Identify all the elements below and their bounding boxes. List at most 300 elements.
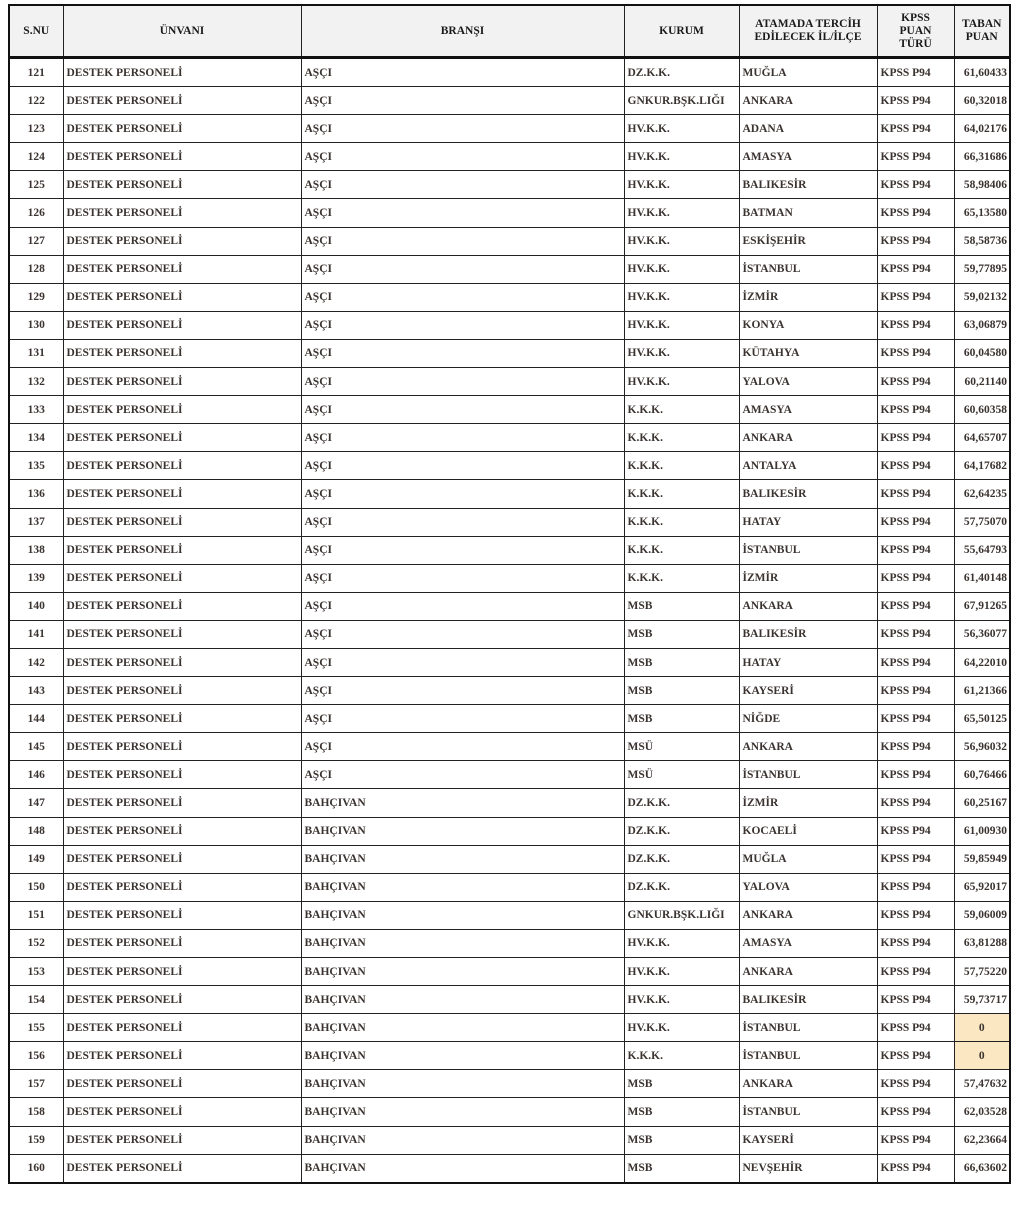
- cell-unvani: DESTEK PERSONELİ: [63, 648, 301, 676]
- cell-taban-puan: 60,25167: [954, 789, 1010, 817]
- cell-snu: 144: [9, 705, 63, 733]
- cell-taban-puan: 56,96032: [954, 733, 1010, 761]
- cell-kpss-puan-turu: KPSS P94: [877, 227, 954, 255]
- cell-snu: 146: [9, 761, 63, 789]
- cell-kpss-puan-turu: KPSS P94: [877, 592, 954, 620]
- cell-taban-puan: 62,64235: [954, 480, 1010, 508]
- table-row: [9, 1042, 1010, 1070]
- cell-kurum: K.K.K.: [624, 508, 739, 536]
- cell-kurum: MSB: [624, 677, 739, 705]
- cell-bransi: BAHÇIVAN: [301, 1154, 624, 1183]
- cell-bransi: AŞÇI: [301, 199, 624, 227]
- cell-taban-puan: 65,92017: [954, 873, 1010, 901]
- cell-unvani: DESTEK PERSONELİ: [63, 901, 301, 929]
- cell-unvani: DESTEK PERSONELİ: [63, 817, 301, 845]
- cell-kurum: HV.K.K.: [624, 339, 739, 367]
- cell-unvani: DESTEK PERSONELİ: [63, 1014, 301, 1042]
- cell-kpss-puan-turu: KPSS P94: [877, 761, 954, 789]
- cell-taban-puan: 62,23664: [954, 1126, 1010, 1154]
- cell-il: ESKİŞEHİR: [739, 227, 877, 255]
- cell-kurum: K.K.K.: [624, 396, 739, 424]
- cell-snu: 142: [9, 648, 63, 676]
- cell-bransi: AŞÇI: [301, 480, 624, 508]
- cell-taban-puan: 61,60433: [954, 58, 1010, 87]
- cell-kpss-puan-turu: KPSS P94: [877, 1070, 954, 1098]
- cell-kurum: MSÜ: [624, 761, 739, 789]
- cell-snu: 153: [9, 958, 63, 986]
- cell-kurum: HV.K.K.: [624, 199, 739, 227]
- cell-unvani: DESTEK PERSONELİ: [63, 1154, 301, 1183]
- cell-taban-puan: 0: [954, 1014, 1010, 1042]
- cell-kpss-puan-turu: KPSS P94: [877, 1042, 954, 1070]
- cell-il: BALIKESİR: [739, 620, 877, 648]
- cell-bransi: BAHÇIVAN: [301, 1098, 624, 1126]
- cell-il: YALOVA: [739, 368, 877, 396]
- cell-bransi: BAHÇIVAN: [301, 1014, 624, 1042]
- table-row: [9, 396, 1010, 424]
- cell-il: İSTANBUL: [739, 536, 877, 564]
- cell-bransi: AŞÇI: [301, 677, 624, 705]
- cell-unvani: DESTEK PERSONELİ: [63, 480, 301, 508]
- cell-unvani: DESTEK PERSONELİ: [63, 564, 301, 592]
- table-row: [9, 929, 1010, 957]
- cell-kpss-puan-turu: KPSS P94: [877, 705, 954, 733]
- cell-il: ANKARA: [739, 592, 877, 620]
- cell-kpss-puan-turu: KPSS P94: [877, 564, 954, 592]
- table-row: [9, 1014, 1010, 1042]
- cell-snu: 147: [9, 789, 63, 817]
- cell-il: ANKARA: [739, 87, 877, 115]
- cell-unvani: DESTEK PERSONELİ: [63, 1126, 301, 1154]
- cell-il: İZMİR: [739, 283, 877, 311]
- cell-il: İSTANBUL: [739, 1098, 877, 1126]
- cell-kpss-puan-turu: KPSS P94: [877, 817, 954, 845]
- cell-kpss-puan-turu: KPSS P94: [877, 283, 954, 311]
- cell-kpss-puan-turu: KPSS P94: [877, 480, 954, 508]
- cell-kurum: DZ.K.K.: [624, 817, 739, 845]
- cell-kurum: K.K.K.: [624, 452, 739, 480]
- cell-kurum: MSB: [624, 1126, 739, 1154]
- cell-snu: 133: [9, 396, 63, 424]
- cell-il: ADANA: [739, 115, 877, 143]
- cell-snu: 130: [9, 311, 63, 339]
- cell-snu: 121: [9, 58, 63, 87]
- cell-unvani: DESTEK PERSONELİ: [63, 339, 301, 367]
- header-il: ATAMADA TERCİH EDİLECEK İL/İLÇE: [739, 5, 877, 58]
- cell-snu: 131: [9, 339, 63, 367]
- cell-kurum: MSB: [624, 1154, 739, 1183]
- cell-snu: 128: [9, 255, 63, 283]
- cell-taban-puan: 57,75220: [954, 958, 1010, 986]
- cell-taban-puan: 59,02132: [954, 283, 1010, 311]
- cell-bransi: AŞÇI: [301, 705, 624, 733]
- cell-bransi: AŞÇI: [301, 283, 624, 311]
- cell-unvani: DESTEK PERSONELİ: [63, 761, 301, 789]
- cell-bransi: BAHÇIVAN: [301, 1042, 624, 1070]
- table-row: [9, 789, 1010, 817]
- table-row: [9, 452, 1010, 480]
- cell-kurum: HV.K.K.: [624, 255, 739, 283]
- cell-unvani: DESTEK PERSONELİ: [63, 227, 301, 255]
- cell-kurum: HV.K.K.: [624, 283, 739, 311]
- cell-kpss-puan-turu: KPSS P94: [877, 311, 954, 339]
- cell-il: İSTANBUL: [739, 255, 877, 283]
- cell-snu: 157: [9, 1070, 63, 1098]
- cell-unvani: DESTEK PERSONELİ: [63, 958, 301, 986]
- cell-il: ANKARA: [739, 424, 877, 452]
- cell-unvani: DESTEK PERSONELİ: [63, 986, 301, 1014]
- cell-unvani: DESTEK PERSONELİ: [63, 171, 301, 199]
- cell-snu: 123: [9, 115, 63, 143]
- table-row: [9, 508, 1010, 536]
- cell-kurum: HV.K.K.: [624, 311, 739, 339]
- cell-taban-puan: 65,50125: [954, 705, 1010, 733]
- cell-snu: 143: [9, 677, 63, 705]
- cell-snu: 141: [9, 620, 63, 648]
- cell-kpss-puan-turu: KPSS P94: [877, 648, 954, 676]
- cell-bransi: BAHÇIVAN: [301, 817, 624, 845]
- cell-kpss-puan-turu: KPSS P94: [877, 115, 954, 143]
- cell-il: HATAY: [739, 508, 877, 536]
- table-row: [9, 1126, 1010, 1154]
- cell-taban-puan: 55,64793: [954, 536, 1010, 564]
- cell-il: AMASYA: [739, 929, 877, 957]
- table-row: [9, 311, 1010, 339]
- cell-snu: 134: [9, 424, 63, 452]
- cell-il: İZMİR: [739, 564, 877, 592]
- cell-taban-puan: 63,06879: [954, 311, 1010, 339]
- cell-bransi: BAHÇIVAN: [301, 929, 624, 957]
- cell-kpss-puan-turu: KPSS P94: [877, 986, 954, 1014]
- cell-kurum: HV.K.K.: [624, 1014, 739, 1042]
- cell-unvani: DESTEK PERSONELİ: [63, 1042, 301, 1070]
- cell-bransi: AŞÇI: [301, 87, 624, 115]
- cell-il: AMASYA: [739, 396, 877, 424]
- cell-snu: 148: [9, 817, 63, 845]
- cell-il: ANKARA: [739, 733, 877, 761]
- table-row: [9, 227, 1010, 255]
- cell-il: NİĞDE: [739, 705, 877, 733]
- cell-snu: 159: [9, 1126, 63, 1154]
- cell-bransi: BAHÇIVAN: [301, 1070, 624, 1098]
- cell-snu: 145: [9, 733, 63, 761]
- table-row: [9, 115, 1010, 143]
- cell-snu: 140: [9, 592, 63, 620]
- cell-bransi: AŞÇI: [301, 58, 624, 87]
- cell-bransi: AŞÇI: [301, 733, 624, 761]
- cell-kpss-puan-turu: KPSS P94: [877, 620, 954, 648]
- cell-kurum: MSÜ: [624, 733, 739, 761]
- cell-kurum: DZ.K.K.: [624, 873, 739, 901]
- cell-kurum: MSB: [624, 1070, 739, 1098]
- placement-table: [8, 4, 1011, 1184]
- cell-il: MUĞLA: [739, 845, 877, 873]
- cell-unvani: DESTEK PERSONELİ: [63, 508, 301, 536]
- cell-unvani: DESTEK PERSONELİ: [63, 255, 301, 283]
- document-page: [8, 4, 1009, 1184]
- header-unvani: ÜNVANI: [63, 5, 301, 58]
- cell-snu: 156: [9, 1042, 63, 1070]
- cell-il: ANTALYA: [739, 452, 877, 480]
- cell-kpss-puan-turu: KPSS P94: [877, 845, 954, 873]
- cell-unvani: DESTEK PERSONELİ: [63, 87, 301, 115]
- table-row: [9, 845, 1010, 873]
- cell-bransi: BAHÇIVAN: [301, 845, 624, 873]
- cell-kpss-puan-turu: KPSS P94: [877, 424, 954, 452]
- cell-kpss-puan-turu: KPSS P94: [877, 901, 954, 929]
- cell-kurum: K.K.K.: [624, 480, 739, 508]
- cell-taban-puan: 57,47632: [954, 1070, 1010, 1098]
- cell-il: MUĞLA: [739, 58, 877, 87]
- cell-kurum: MSB: [624, 648, 739, 676]
- cell-unvani: DESTEK PERSONELİ: [63, 845, 301, 873]
- cell-bransi: BAHÇIVAN: [301, 789, 624, 817]
- cell-il: KAYSERİ: [739, 1126, 877, 1154]
- cell-bransi: AŞÇI: [301, 143, 624, 171]
- cell-unvani: DESTEK PERSONELİ: [63, 1070, 301, 1098]
- cell-bransi: AŞÇI: [301, 368, 624, 396]
- cell-bransi: AŞÇI: [301, 171, 624, 199]
- table-row: [9, 536, 1010, 564]
- cell-il: KONYA: [739, 311, 877, 339]
- cell-taban-puan: 60,76466: [954, 761, 1010, 789]
- cell-snu: 122: [9, 87, 63, 115]
- table-row: [9, 143, 1010, 171]
- cell-snu: 149: [9, 845, 63, 873]
- cell-taban-puan: 66,63602: [954, 1154, 1010, 1183]
- table-row: [9, 58, 1010, 87]
- table-row: [9, 592, 1010, 620]
- cell-kpss-puan-turu: KPSS P94: [877, 873, 954, 901]
- cell-unvani: DESTEK PERSONELİ: [63, 789, 301, 817]
- cell-il: BATMAN: [739, 199, 877, 227]
- table-row: [9, 677, 1010, 705]
- header-kpss-puan-turu: KPSS PUAN TÜRÜ: [877, 5, 954, 58]
- cell-snu: 138: [9, 536, 63, 564]
- cell-snu: 132: [9, 368, 63, 396]
- cell-kurum: K.K.K.: [624, 1042, 739, 1070]
- cell-kpss-puan-turu: KPSS P94: [877, 733, 954, 761]
- cell-kpss-puan-turu: KPSS P94: [877, 255, 954, 283]
- cell-il: İSTANBUL: [739, 761, 877, 789]
- cell-kpss-puan-turu: KPSS P94: [877, 199, 954, 227]
- cell-taban-puan: 59,73717: [954, 986, 1010, 1014]
- cell-snu: 150: [9, 873, 63, 901]
- cell-kpss-puan-turu: KPSS P94: [877, 1014, 954, 1042]
- cell-bransi: AŞÇI: [301, 536, 624, 564]
- cell-taban-puan: 61,00930: [954, 817, 1010, 845]
- cell-il: İZMİR: [739, 789, 877, 817]
- header-taban-puan: TABAN PUAN: [954, 5, 1010, 58]
- table-row: [9, 1070, 1010, 1098]
- cell-kpss-puan-turu: KPSS P94: [877, 87, 954, 115]
- cell-unvani: DESTEK PERSONELİ: [63, 620, 301, 648]
- table-row: [9, 817, 1010, 845]
- cell-taban-puan: 58,98406: [954, 171, 1010, 199]
- cell-bransi: AŞÇI: [301, 761, 624, 789]
- cell-kpss-puan-turu: KPSS P94: [877, 143, 954, 171]
- header-snu: S.NU: [9, 5, 63, 58]
- cell-kurum: HV.K.K.: [624, 143, 739, 171]
- table-row: [9, 564, 1010, 592]
- cell-kurum: MSB: [624, 1098, 739, 1126]
- cell-il: YALOVA: [739, 873, 877, 901]
- cell-taban-puan: 66,31686: [954, 143, 1010, 171]
- cell-bransi: BAHÇIVAN: [301, 986, 624, 1014]
- cell-unvani: DESTEK PERSONELİ: [63, 929, 301, 957]
- cell-unvani: DESTEK PERSONELİ: [63, 368, 301, 396]
- cell-kurum: MSB: [624, 592, 739, 620]
- cell-unvani: DESTEK PERSONELİ: [63, 58, 301, 87]
- cell-kurum: HV.K.K.: [624, 986, 739, 1014]
- cell-unvani: DESTEK PERSONELİ: [63, 677, 301, 705]
- cell-taban-puan: 56,36077: [954, 620, 1010, 648]
- cell-kurum: HV.K.K.: [624, 368, 739, 396]
- cell-il: BALIKESİR: [739, 480, 877, 508]
- cell-kurum: MSB: [624, 620, 739, 648]
- cell-il: KAYSERİ: [739, 677, 877, 705]
- cell-il: AMASYA: [739, 143, 877, 171]
- cell-kurum: K.K.K.: [624, 536, 739, 564]
- cell-taban-puan: 64,22010: [954, 648, 1010, 676]
- cell-kpss-puan-turu: KPSS P94: [877, 339, 954, 367]
- table-row: [9, 368, 1010, 396]
- table-row: [9, 958, 1010, 986]
- cell-il: BALIKESİR: [739, 171, 877, 199]
- cell-il: KÜTAHYA: [739, 339, 877, 367]
- cell-taban-puan: 60,60358: [954, 396, 1010, 424]
- cell-kpss-puan-turu: KPSS P94: [877, 677, 954, 705]
- cell-kpss-puan-turu: KPSS P94: [877, 1126, 954, 1154]
- table-row: [9, 873, 1010, 901]
- cell-taban-puan: 59,77895: [954, 255, 1010, 283]
- cell-kpss-puan-turu: KPSS P94: [877, 452, 954, 480]
- cell-bransi: AŞÇI: [301, 620, 624, 648]
- cell-kurum: HV.K.K.: [624, 958, 739, 986]
- cell-kurum: DZ.K.K.: [624, 789, 739, 817]
- cell-taban-puan: 64,17682: [954, 452, 1010, 480]
- cell-taban-puan: 58,58736: [954, 227, 1010, 255]
- table-row: [9, 1098, 1010, 1126]
- table-row: [9, 283, 1010, 311]
- cell-bransi: AŞÇI: [301, 648, 624, 676]
- table-row: [9, 171, 1010, 199]
- cell-snu: 127: [9, 227, 63, 255]
- table-body: [9, 58, 1010, 1183]
- cell-taban-puan: 0: [954, 1042, 1010, 1070]
- cell-il: ANKARA: [739, 1070, 877, 1098]
- cell-unvani: DESTEK PERSONELİ: [63, 592, 301, 620]
- cell-il: NEVŞEHİR: [739, 1154, 877, 1183]
- cell-bransi: BAHÇIVAN: [301, 873, 624, 901]
- cell-kpss-puan-turu: KPSS P94: [877, 396, 954, 424]
- cell-unvani: DESTEK PERSONELİ: [63, 115, 301, 143]
- table-row: [9, 986, 1010, 1014]
- cell-snu: 151: [9, 901, 63, 929]
- cell-kurum: DZ.K.K.: [624, 845, 739, 873]
- cell-kurum: K.K.K.: [624, 424, 739, 452]
- table-row: [9, 255, 1010, 283]
- cell-kpss-puan-turu: KPSS P94: [877, 1154, 954, 1183]
- cell-taban-puan: 59,06009: [954, 901, 1010, 929]
- cell-taban-puan: 60,32018: [954, 87, 1010, 115]
- table-row: [9, 705, 1010, 733]
- cell-snu: 137: [9, 508, 63, 536]
- cell-il: ANKARA: [739, 958, 877, 986]
- cell-kurum: HV.K.K.: [624, 227, 739, 255]
- cell-unvani: DESTEK PERSONELİ: [63, 705, 301, 733]
- cell-taban-puan: 59,85949: [954, 845, 1010, 873]
- cell-snu: 158: [9, 1098, 63, 1126]
- cell-snu: 125: [9, 171, 63, 199]
- cell-bransi: AŞÇI: [301, 255, 624, 283]
- cell-kurum: DZ.K.K.: [624, 58, 739, 87]
- table-row: [9, 424, 1010, 452]
- cell-snu: 139: [9, 564, 63, 592]
- cell-kpss-puan-turu: KPSS P94: [877, 536, 954, 564]
- cell-kurum: GNKUR.BŞK.LIĞI: [624, 87, 739, 115]
- cell-taban-puan: 63,81288: [954, 929, 1010, 957]
- table-row: [9, 648, 1010, 676]
- table-row: [9, 1154, 1010, 1183]
- table-row: [9, 901, 1010, 929]
- cell-il: ANKARA: [739, 901, 877, 929]
- cell-unvani: DESTEK PERSONELİ: [63, 199, 301, 227]
- cell-kpss-puan-turu: KPSS P94: [877, 789, 954, 817]
- cell-bransi: AŞÇI: [301, 424, 624, 452]
- cell-snu: 136: [9, 480, 63, 508]
- cell-bransi: AŞÇI: [301, 339, 624, 367]
- cell-bransi: AŞÇI: [301, 564, 624, 592]
- cell-unvani: DESTEK PERSONELİ: [63, 283, 301, 311]
- cell-taban-puan: 67,91265: [954, 592, 1010, 620]
- cell-kurum: HV.K.K.: [624, 115, 739, 143]
- cell-bransi: AŞÇI: [301, 311, 624, 339]
- cell-bransi: AŞÇI: [301, 396, 624, 424]
- cell-taban-puan: 60,21140: [954, 368, 1010, 396]
- cell-unvani: DESTEK PERSONELİ: [63, 396, 301, 424]
- cell-kurum: GNKUR.BŞK.LIĞI: [624, 901, 739, 929]
- cell-snu: 154: [9, 986, 63, 1014]
- cell-taban-puan: 57,75070: [954, 508, 1010, 536]
- table-row: [9, 339, 1010, 367]
- cell-bransi: BAHÇIVAN: [301, 958, 624, 986]
- cell-snu: 129: [9, 283, 63, 311]
- cell-kurum: HV.K.K.: [624, 171, 739, 199]
- header-bransi: BRANŞI: [301, 5, 624, 58]
- cell-il: KOCAELİ: [739, 817, 877, 845]
- cell-kpss-puan-turu: KPSS P94: [877, 1098, 954, 1126]
- header-kurum: KURUM: [624, 5, 739, 58]
- cell-taban-puan: 62,03528: [954, 1098, 1010, 1126]
- cell-kpss-puan-turu: KPSS P94: [877, 368, 954, 396]
- cell-taban-puan: 61,40148: [954, 564, 1010, 592]
- cell-kpss-puan-turu: KPSS P94: [877, 508, 954, 536]
- cell-unvani: DESTEK PERSONELİ: [63, 424, 301, 452]
- cell-unvani: DESTEK PERSONELİ: [63, 536, 301, 564]
- cell-bransi: AŞÇI: [301, 115, 624, 143]
- table-row: [9, 733, 1010, 761]
- cell-unvani: DESTEK PERSONELİ: [63, 311, 301, 339]
- cell-taban-puan: 64,02176: [954, 115, 1010, 143]
- table-row: [9, 480, 1010, 508]
- table-row: [9, 87, 1010, 115]
- cell-kpss-puan-turu: KPSS P94: [877, 929, 954, 957]
- cell-kurum: K.K.K.: [624, 564, 739, 592]
- cell-bransi: BAHÇIVAN: [301, 1126, 624, 1154]
- cell-snu: 126: [9, 199, 63, 227]
- cell-snu: 135: [9, 452, 63, 480]
